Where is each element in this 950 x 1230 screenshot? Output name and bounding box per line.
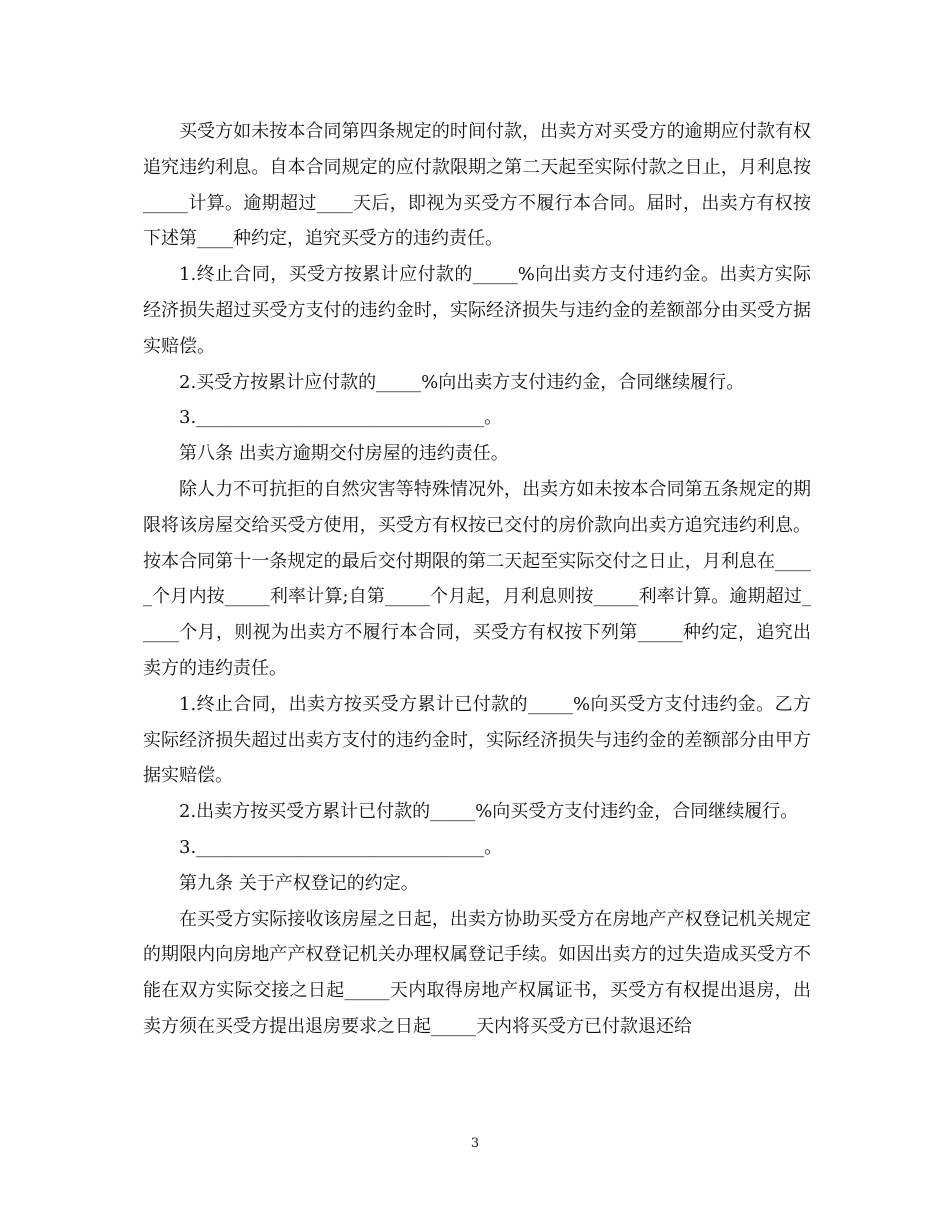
paragraph-buyer-late-payment: 买受方如未按本合同第四条规定的时间付款，出卖方对买受方的逾期应付款有权追究违约利息。自本合同规定的应付款限期之第二天起至实际付款之日止，月利息按_____计算。逾期超过____天后，即视为买受方不履行本合同。届时，出卖方有权按下述第____种约定，追究买受方的违约责任。 — [143, 121, 811, 250]
article-8-heading: 第八条 出卖方逾期交付房屋的违约责任。 — [179, 443, 509, 465]
paragraph-seller-option-3: 3.________________________________。 — [179, 836, 503, 858]
paragraph-buyer-option-1: 1.终止合同，买受方按累计应付款的_____%向出卖方支付违约金。出卖方实际经济损失超过买受方支付的违约金时，实际经济损失与违约金的差额部分由买受方据实赔偿。 — [143, 264, 811, 357]
document-body — [143, 114, 811, 1045]
page-number: 3 — [470, 1136, 480, 1151]
paragraph-seller-option-2: 2.出卖方按买受方累计已付款的_____%向买受方支付违约金，合同继续履行。 — [179, 801, 799, 823]
article-9-heading: 第九条 关于产权登记的约定。 — [179, 872, 419, 894]
paragraph-title-registration: 在买受方实际接收该房屋之日起，出卖方协助买受方在房地产产权登记机关规定的期限内向房地产产权登记机关办理权属登记手续。如因出卖方的过失造成买受方不能在双方实际交接之日起_____天内取得房地产权属证书，买受方有权提出退房，出卖方须在买受方提出退房要求之日起_____天内将买受方已付款退还给 — [143, 908, 811, 1037]
paragraph-buyer-option-2: 2.买受方按累计应付款的_____%向出卖方支付违约金，合同继续履行。 — [179, 371, 745, 393]
paragraph-buyer-option-3: 3.________________________________。 — [179, 407, 503, 429]
paragraph-seller-option-1: 1.终止合同，出卖方按买受方累计已付款的_____%向买受方支付违约金。乙方实际经济损失超过出卖方支付的违约金时，实际经济损失与违约金的差额部分由甲方据实赔偿。 — [143, 693, 811, 787]
paragraph-seller-late-delivery: 除人力不可抗拒的自然灾害等特殊情况外，出卖方如未按本合同第五条规定的期限将该房屋交给买受方使用，买受方有权按已交付的房价款向出卖方追究违约利息。按本合同第十一条规定的最后交付期限的第二天起至实际交付之日止，月利息在_____个月内按_____利率计算;自第_____个月起，月利息则按_____利率计算。逾期超过_____个月，则视为出卖方不履行本合同，买受方有权按下列第_____种约定，追究出卖方的违约责任。 — [143, 478, 811, 679]
